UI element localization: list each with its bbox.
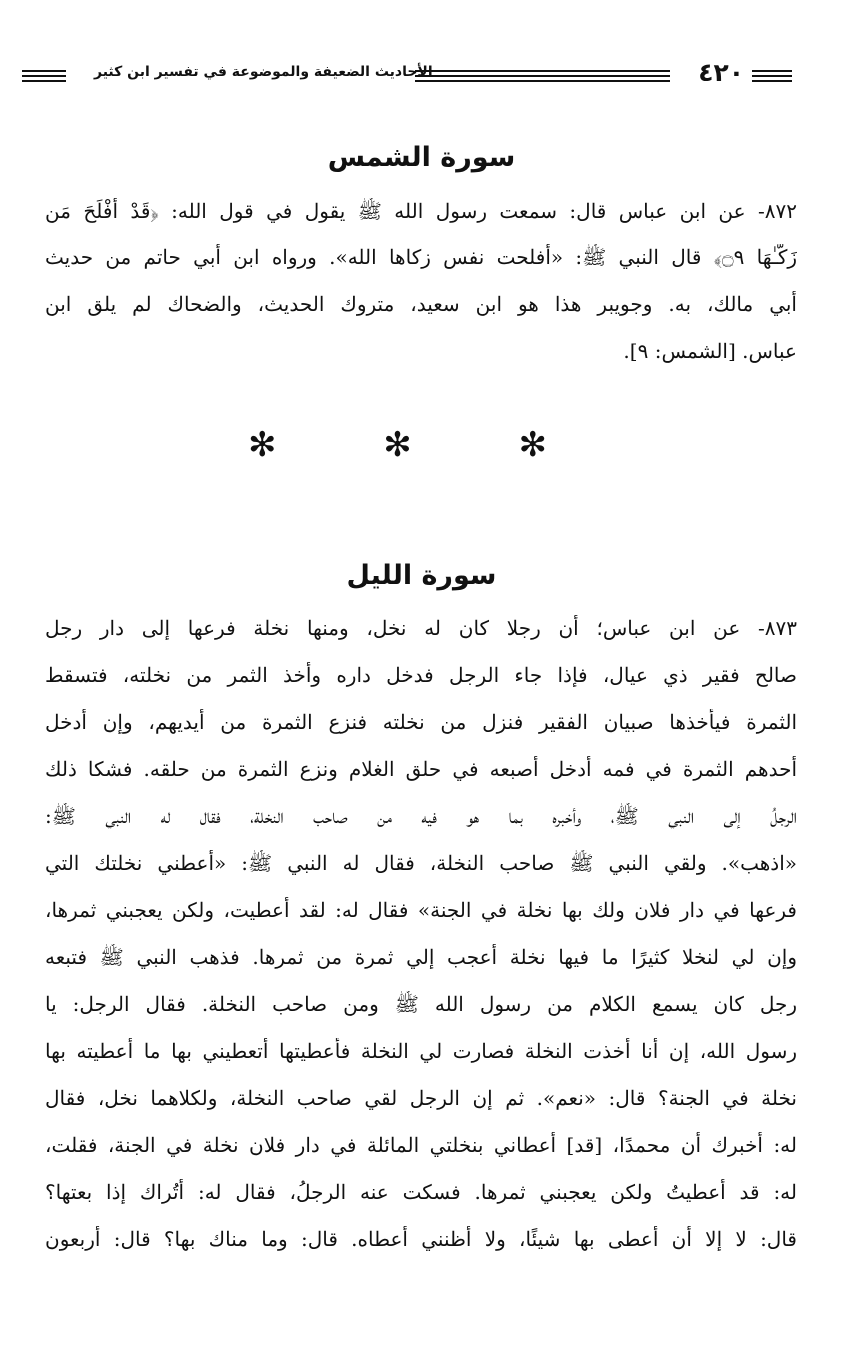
- running-header: [22, 58, 792, 90]
- text-line: نخلة في الجنة؟ قال: «نعم». ثم إن الرجل لقي صاحب النخلة، ولكلاهما نخل، فقال: [45, 1086, 797, 1110]
- text-line: زَكَّـٰهَا ۝٩﴾ قال النبي ﷺ: «أفلحت نفس زكاها الله». ورواه ابن أبي حاتم من حديث: [45, 245, 797, 269]
- text-line: ٨٧٢- عن ابن عباس قال: سمعت رسول الله ﷺ يقول في قول الله: ﴿قَدْ أَفْلَحَ مَن: [45, 199, 797, 223]
- text-line: الثمرة فيأخذها صبيان الفقير فنزل من نخلته فنزع الثمرة من أيديهم، وإن أدخل: [45, 710, 797, 734]
- book-title: الأحاديث الضعيفة والموضوعة في تفسير ابن كثير: [94, 64, 433, 80]
- text-line: الرجلُ إلى النبي ﷺ، وأخبره بما هو فيه من صاحب النخلة، فقال له النبي ﷺ:: [45, 804, 797, 828]
- text-line: قال: لا إلا أن أعطى بها شيئًا، ولا أظنني أعطاه. قال: وما مناك بها؟ قال: أربعون: [45, 1227, 797, 1251]
- section-separator: ✻ ✻ ✻: [247, 425, 596, 465]
- text-line: وإن لي لنخلا كثيرًا ما فيها نخلة أعجب إلي ثمرة من ثمرها. فذهب النبي ﷺ فتبعه: [45, 945, 797, 969]
- header-rule-middle: [415, 70, 670, 85]
- text-line: أحدهم الثمرة في فمه أدخل أصبعه في حلق الغلام ونزع الثمرة من حلقه. فشكا ذلك: [45, 757, 797, 781]
- section-heading-layl: سورة الليل: [346, 560, 497, 591]
- section-heading-shams: سورة الشمس: [327, 142, 516, 173]
- text-line: له: أخبرك أن محمدًا، [قد] أعطاني بنخلتي المائلة في دار فلان نخلة في الجنة، فقلت،: [45, 1133, 797, 1157]
- text-line: صالح فقير ذي عيال، فإذا جاء الرجل فدخل داره وأخذ الثمر من نخلته، فتسقط: [45, 663, 797, 687]
- text-line: رجل كان يسمع الكلام من رسول الله ﷺ ومن صاحب النخلة. فقال الرجل: يا: [45, 992, 797, 1016]
- text-line: عباس. [الشمس: ٩].: [623, 339, 797, 363]
- text-line: فرعها في دار فلان ولك بها نخلة في الجنة» فقال له: لقد أعطيت، ولكن يعجبني ثمرها،: [45, 898, 797, 922]
- text-line: أبي مالك، به. وجويبر هذا هو ابن سعيد، متروك الحديث، والضحاك لم يلق ابن: [45, 292, 797, 316]
- text-line: له: قد أعطيتُ ولكن يعجبني ثمرها. فسكت عنه الرجلُ، فقال له: أتُراك إذا بعتها؟: [45, 1180, 797, 1204]
- text-line: رسول الله، إن أنا أخذت النخلة فصارت لي النخلة فأعطيتها أتعطيني بها ما أعطيته بها: [45, 1039, 797, 1063]
- text-line: «اذهب». ولقي النبي ﷺ صاحب النخلة، فقال له النبي ﷺ: «أعطني نخلتك التي: [45, 851, 797, 875]
- page-number: ٤٢٠: [698, 58, 744, 87]
- header-rule-left: [22, 70, 66, 85]
- text-line: ٨٧٣- عن ابن عباس؛ أن رجلا كان له نخل، ومنها نخلة فرعها إلى دار رجل: [45, 616, 797, 640]
- header-rule-right: [752, 70, 792, 85]
